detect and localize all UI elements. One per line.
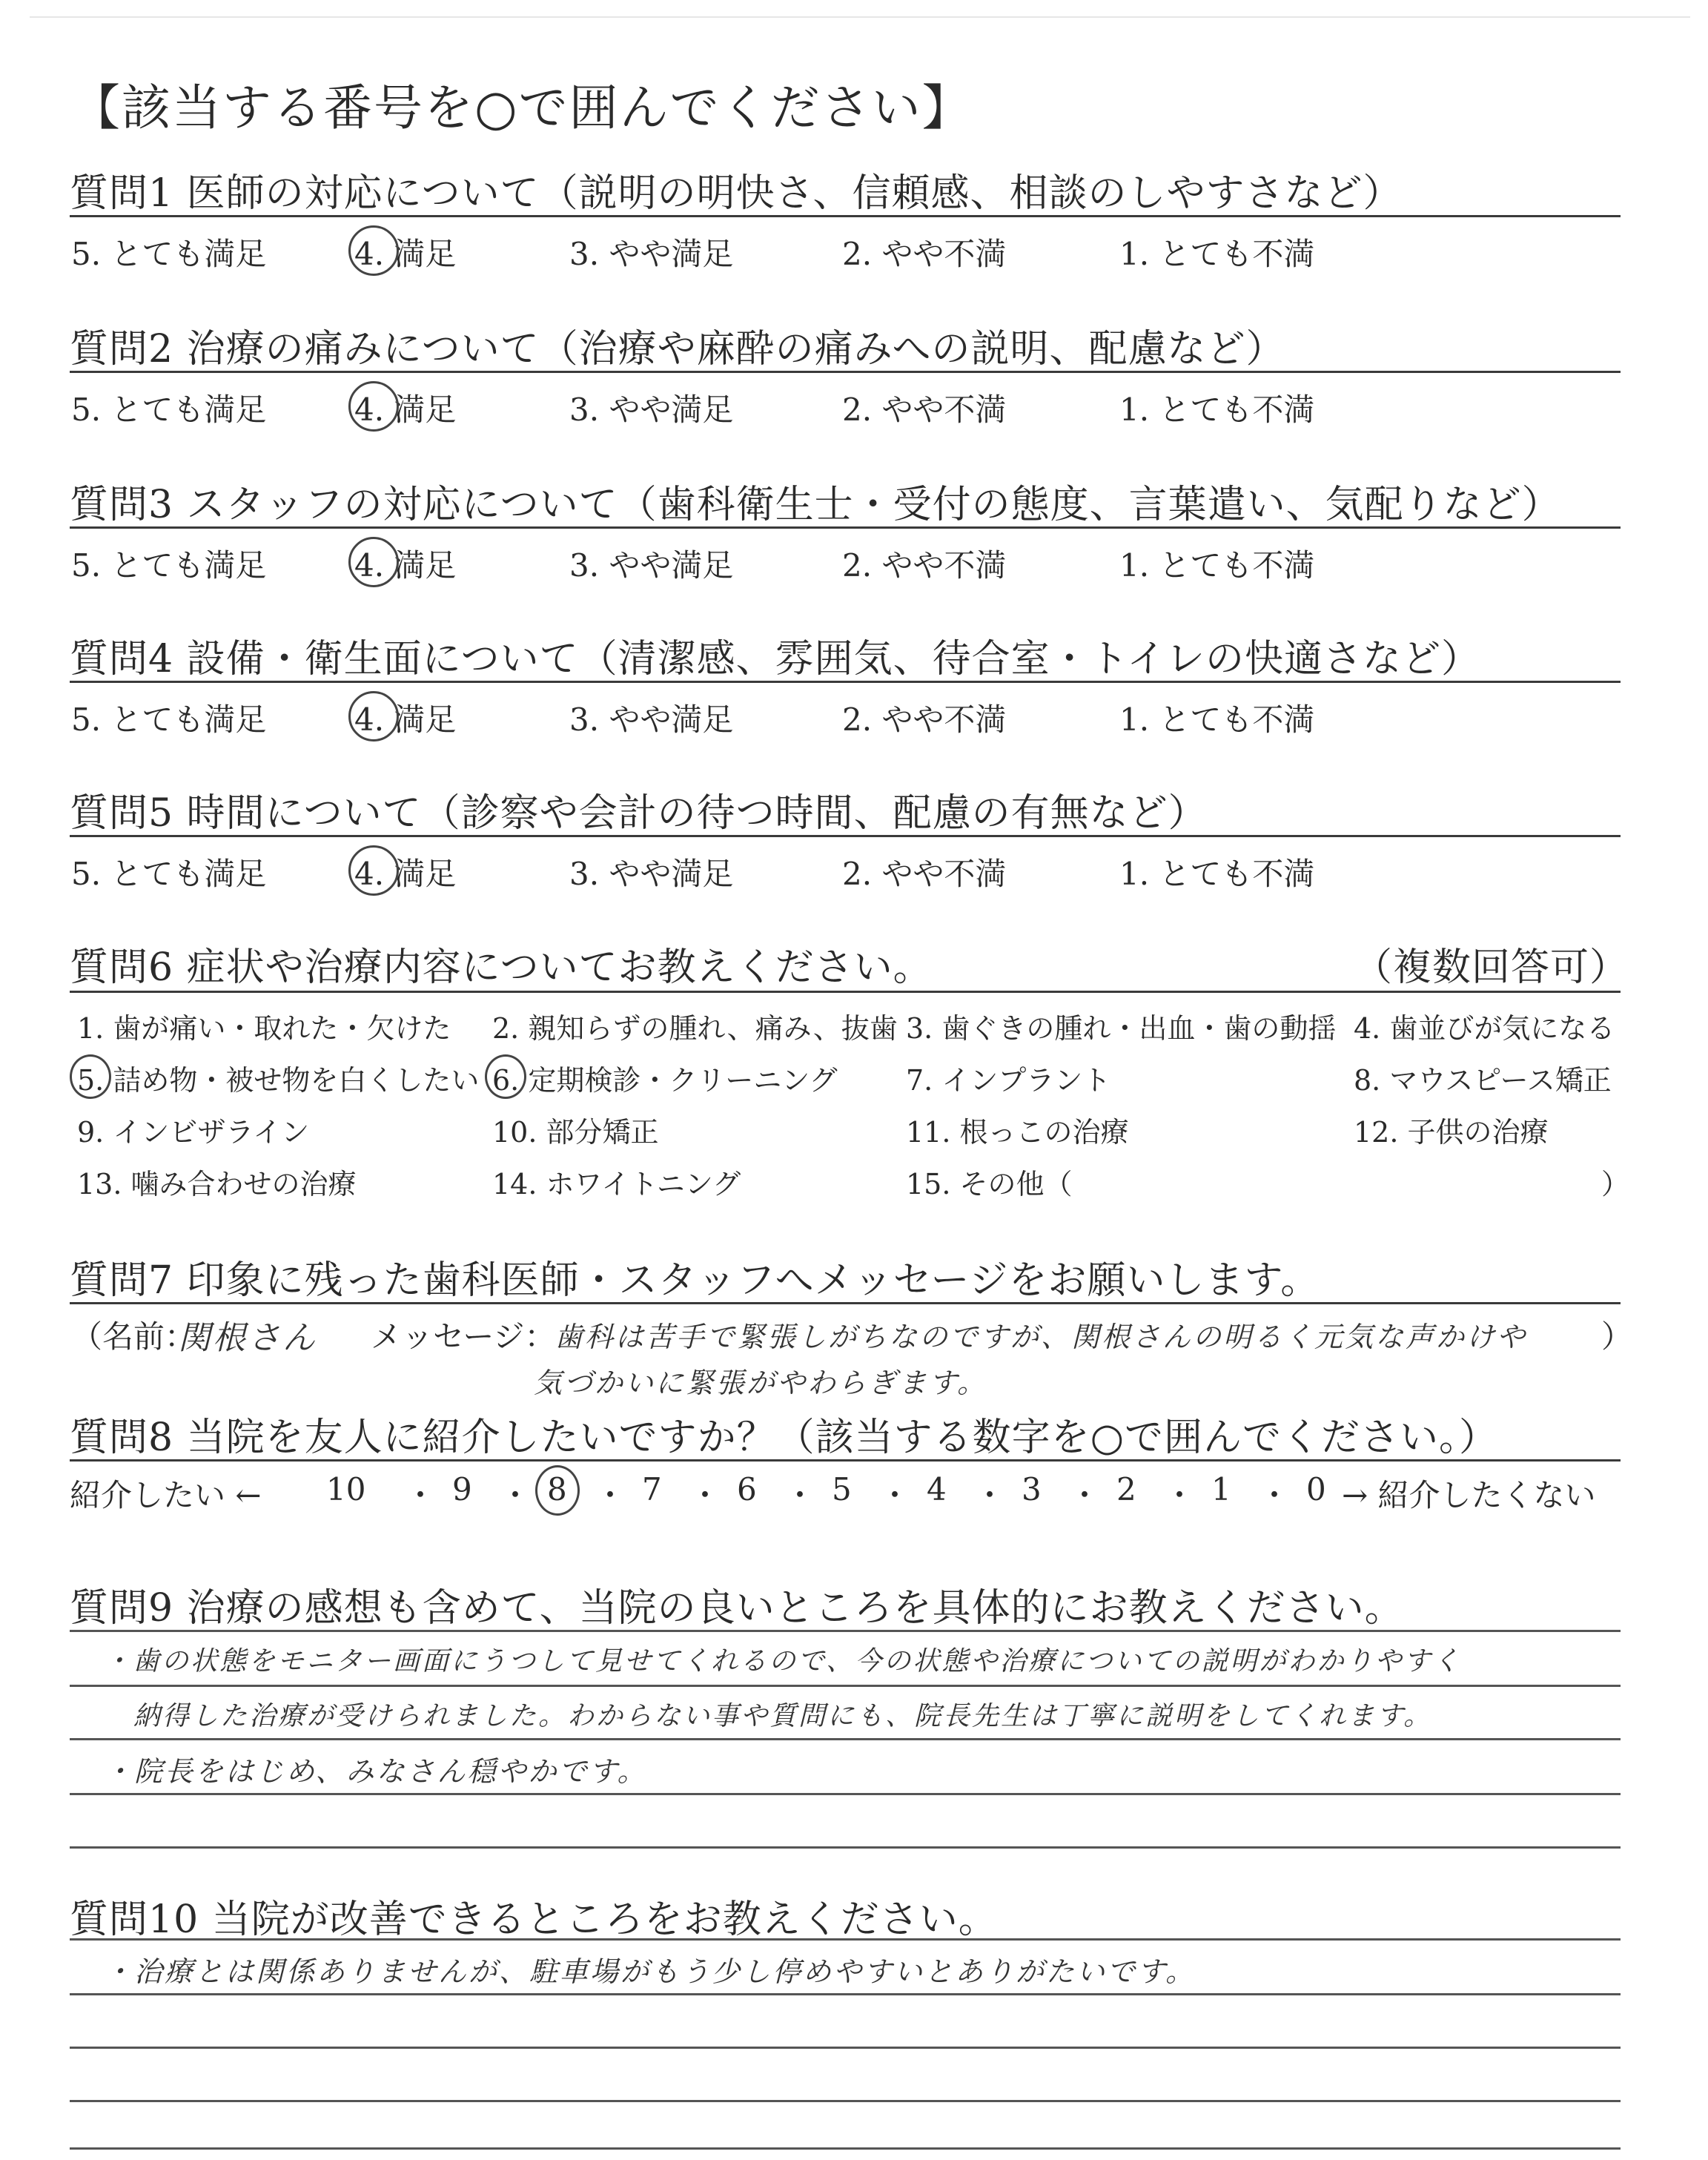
q6-option-13[interactable]: 13. 噛み合わせの治療	[77, 1168, 357, 1200]
q9-answer-rule	[70, 1738, 1621, 1740]
q8-scale-0[interactable]: 0	[1306, 1471, 1326, 1507]
q6-option-1[interactable]: 1. 歯が痛い・取れた・欠けた	[77, 1012, 451, 1045]
q2-option-3[interactable]: 3. やや満足	[569, 392, 734, 428]
q4-selection-circle	[348, 691, 399, 742]
q4-option-4[interactable]: 4. 満足	[354, 701, 457, 738]
q10-answer-rule	[70, 2100, 1621, 2102]
q8-scale-dot: ・	[595, 1477, 626, 1513]
q6-option-4[interactable]: 4. 歯並びが気になる	[1354, 1012, 1615, 1045]
q10-title: 質問10 当院が改善できるところをお教えください。	[70, 1898, 998, 1942]
q2-option-1[interactable]: 1. とても不満	[1119, 392, 1315, 428]
q6-option-3[interactable]: 3. 歯ぐきの腫れ・出血・歯の動揺	[906, 1012, 1337, 1045]
q3-option-5[interactable]: 5. とても満足	[71, 547, 267, 584]
q1-selection-circle	[348, 225, 399, 276]
q10-answer-rule	[70, 2147, 1621, 2150]
q8-scale-dot: ・	[500, 1477, 532, 1513]
q6-rule	[70, 991, 1621, 993]
q6-option-15[interactable]: 15. その他（	[906, 1168, 1073, 1200]
q3-option-2[interactable]: 2. やや不満	[842, 547, 1007, 584]
q6-option-6[interactable]: 6. 定期検診・クリーニング	[492, 1064, 838, 1097]
q2-option-4[interactable]: 4. 満足	[354, 392, 457, 428]
q8-scale-dot: ・	[974, 1477, 1006, 1513]
q8-scale-dot: ・	[1069, 1477, 1101, 1513]
q8-scale-dot: ・	[1164, 1477, 1196, 1513]
scan-edge	[30, 16, 1690, 18]
q5-option-1[interactable]: 1. とても不満	[1119, 856, 1315, 892]
q7-message-label: メッセージ：	[371, 1318, 556, 1355]
q7-rule	[70, 1302, 1621, 1304]
q1-title: 質問1 医師の対応について（説明の明快さ、信頼感、相談のしやすさなど）	[70, 171, 1403, 216]
q4-option-2[interactable]: 2. やや不満	[842, 701, 1007, 738]
q6-option-14[interactable]: 14. ホワイトニング	[492, 1168, 741, 1200]
q6-option-12[interactable]: 12. 子供の治療	[1354, 1116, 1549, 1149]
q8-scale-dot: ・	[879, 1477, 911, 1513]
q1-option-4[interactable]: 4. 満足	[354, 236, 457, 272]
q8-scale-9[interactable]: 9	[452, 1471, 472, 1507]
q8-scale-dot: ・	[689, 1477, 721, 1513]
q7-message-line2: 気づかいに緊張がやわらぎます。	[534, 1367, 987, 1399]
q1-option-3[interactable]: 3. やや満足	[569, 236, 734, 272]
q4-title: 質問4 設備・衛生面について（清潔感、雰囲気、待合室・トイレの快適さなど）	[70, 637, 1480, 681]
q8-scale-1[interactable]: 1	[1211, 1471, 1231, 1507]
q8-scale-dot: ・	[1259, 1477, 1291, 1513]
q6-option-10[interactable]: 10. 部分矯正	[492, 1116, 659, 1149]
q7-name-value: 関根さん	[178, 1319, 317, 1357]
q2-option-2[interactable]: 2. やや不満	[842, 392, 1007, 428]
q6-option-2[interactable]: 2. 親知らずの腫れ、痛み、抜歯	[492, 1012, 898, 1045]
q2-rule	[70, 371, 1621, 373]
q8-scale-4[interactable]: 4	[927, 1471, 947, 1507]
q5-rule	[70, 835, 1621, 837]
q8-scale-8[interactable]: 8	[547, 1471, 567, 1507]
q4-option-1[interactable]: 1. とても不満	[1119, 701, 1315, 738]
q7-close-paren: ）	[1601, 1318, 1633, 1355]
q5-selection-circle	[348, 845, 399, 896]
q3-title: 質問3 スタッフの対応について（歯科衛生士・受付の態度、言葉遣い、気配りなど）	[70, 483, 1561, 527]
q8-scale-dot: ・	[784, 1477, 816, 1513]
q8-selection-circle	[535, 1465, 580, 1516]
q9-answer-rule	[70, 1793, 1621, 1795]
q8-scale-3[interactable]: 3	[1022, 1471, 1042, 1507]
q2-option-5[interactable]: 5. とても満足	[71, 392, 267, 428]
q9-answer-line-1: ・歯の状態をモニター画面にうつして見せてくれるので、今の状態や治療についての説明がわかりやすく	[104, 1646, 1462, 1677]
q10-answer-rule	[70, 1938, 1621, 1941]
q9-answer-line-2: 納得した治療が受けられました。わからない事や質問にも、院長先生は丁寧に説明をしてくれます。	[133, 1701, 1433, 1731]
q5-option-4[interactable]: 4. 満足	[354, 856, 457, 892]
q8-scale-2[interactable]: 2	[1116, 1471, 1136, 1507]
q1-option-1[interactable]: 1. とても不満	[1119, 236, 1315, 272]
q5-option-2[interactable]: 2. やや不満	[842, 856, 1007, 892]
q8-scale-7[interactable]: 7	[642, 1471, 662, 1507]
q9-answer-rule	[70, 1685, 1621, 1687]
q8-right-label: → 紹介したくない	[1342, 1477, 1596, 1513]
q8-left-label: 紹介したい ←	[70, 1477, 262, 1513]
q8-scale-10[interactable]: 10	[326, 1471, 366, 1507]
page-header: 【該当する番号を○で囲んでください】	[71, 79, 973, 136]
q5-title: 質問5 時間について（診察や会計の待つ時間、配慮の有無など）	[70, 791, 1208, 836]
q3-option-3[interactable]: 3. やや満足	[569, 547, 734, 584]
q9-answer-line-3: ・院長をはじめ、みなさん穏やかです。	[104, 1755, 648, 1788]
q8-scale-6[interactable]: 6	[737, 1471, 757, 1507]
q6-selection-circle	[485, 1054, 526, 1099]
q8-scale-5[interactable]: 5	[832, 1471, 852, 1507]
q10-answer-rule	[70, 2047, 1621, 2049]
q8-scale-dot: ・	[405, 1477, 437, 1513]
q5-option-3[interactable]: 3. やや満足	[569, 856, 734, 892]
q1-option-2[interactable]: 2. やや不満	[842, 236, 1007, 272]
q4-option-5[interactable]: 5. とても満足	[71, 701, 267, 738]
q7-message-line1: 歯科は苦手で緊張しがちなのですが、関根さんの明るく元気な声かけや	[555, 1321, 1528, 1353]
q6-selection-circle	[70, 1054, 111, 1099]
q9-title: 質問9 治療の感想も含めて、当院の良いところを具体的にお教えください。	[70, 1586, 1404, 1631]
q4-rule	[70, 681, 1621, 683]
q6-title: 質問6 症状や治療内容についてお教えください。	[70, 945, 933, 990]
q6-note: （複数回答可）	[1354, 945, 1629, 990]
q1-option-5[interactable]: 5. とても満足	[71, 236, 267, 272]
q8-title: 質問8 当院を友人に紹介したいですか？（該当する数字を○で囲んでください。）	[70, 1416, 1498, 1460]
q3-selection-circle	[348, 537, 399, 587]
q2-selection-circle	[348, 381, 399, 432]
q4-option-3[interactable]: 3. やや満足	[569, 701, 734, 738]
q10-answer-rule	[70, 1993, 1621, 1995]
q10-answer-line-1: ・治療とは関係ありませんが、駐車場がもう少し停めやすいとありがたいです。	[104, 1955, 1196, 1988]
q9-answer-rule	[70, 1630, 1621, 1632]
q6-option-11[interactable]: 11. 根っこの治療	[906, 1116, 1129, 1149]
q2-title: 質問2 治療の痛みについて（治療や麻酔の痛みへの説明、配慮など）	[70, 327, 1285, 371]
q3-option-4[interactable]: 4. 満足	[354, 547, 457, 584]
q9-answer-rule	[70, 1846, 1621, 1849]
q6-option-16[interactable]: ）	[1601, 1168, 1630, 1200]
q6-option-7[interactable]: 7. インプラント	[906, 1064, 1111, 1097]
q1-rule	[70, 215, 1621, 217]
q6-option-5[interactable]: 5. 詰め物・被せ物を白くしたい	[77, 1064, 480, 1097]
q5-option-5[interactable]: 5. とても満足	[71, 856, 267, 892]
q3-rule	[70, 526, 1621, 529]
q6-option-9[interactable]: 9. インビザライン	[77, 1116, 310, 1149]
q6-option-8[interactable]: 8. マウスピース矯正	[1354, 1064, 1612, 1097]
q8-rule	[70, 1459, 1621, 1462]
q7-title: 質問7 印象に残った歯科医師・スタッフへメッセージをお願いします。	[70, 1258, 1320, 1303]
q7-name-label: （名前：	[71, 1318, 196, 1355]
q3-option-1[interactable]: 1. とても不満	[1119, 547, 1315, 584]
